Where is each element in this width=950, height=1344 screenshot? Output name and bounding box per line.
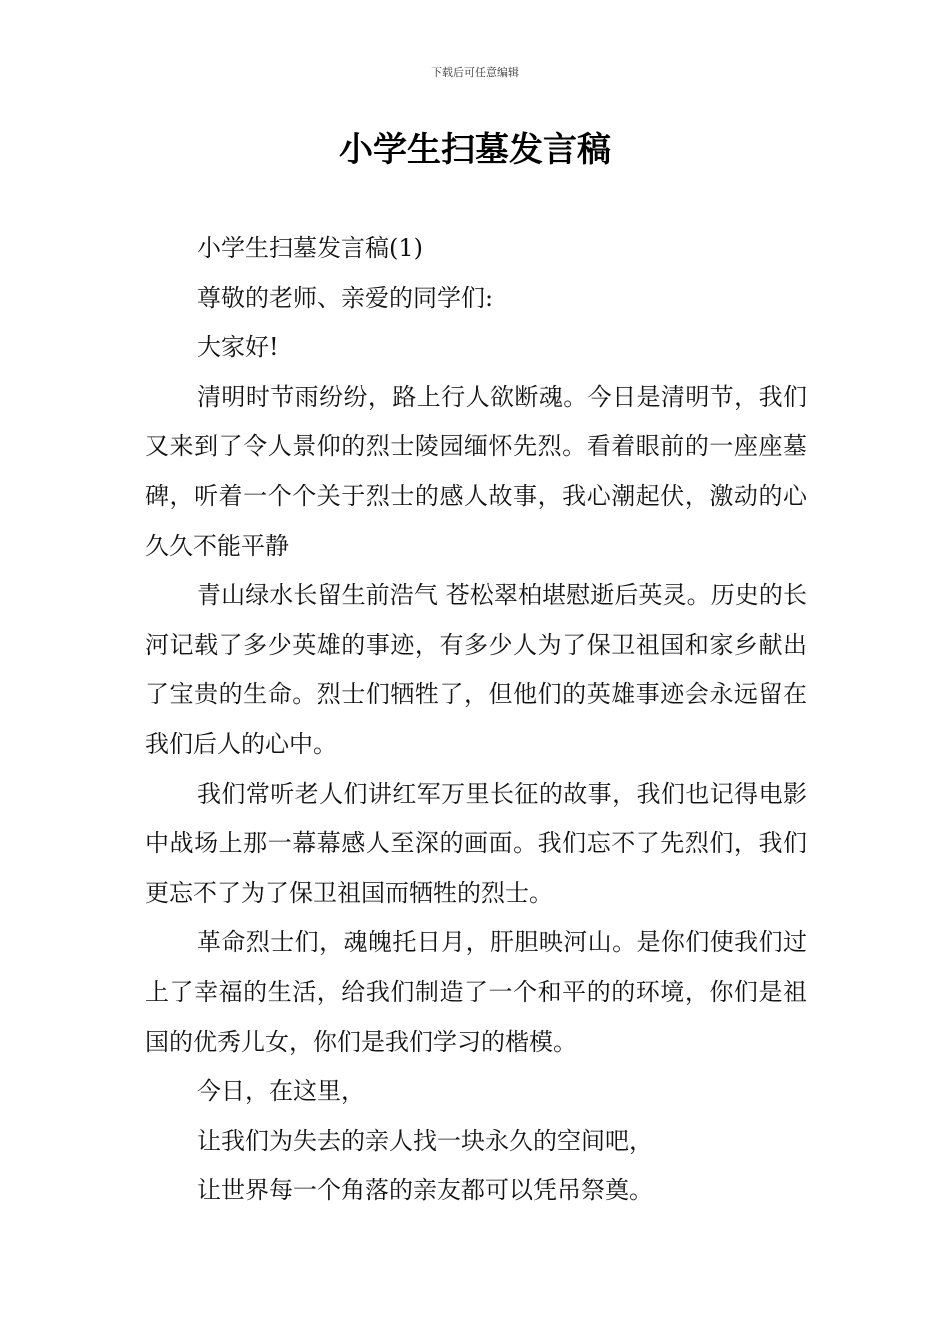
paragraph-body: 让我们为失去的亲人找一块永久的空间吧，	[197, 1126, 653, 1155]
document-title: 小学生扫墓发言稿	[339, 130, 611, 170]
paragraph-greeting: 大家好!	[197, 333, 279, 362]
paragraph-body: 革命烈士们，魂魄托日月，肝胆映河山。是你们使我们过上了幸福的生活，给我们制造了一个和平的的环境，你们是祖国的优秀儿女，你们是我们学习的楷模。	[145, 928, 807, 1056]
paragraph-salutation: 尊敬的老师、亲爱的同学们:	[197, 283, 494, 312]
paragraph-body: 清明时节雨纷纷，路上行人欲断魂。今日是清明节，我们又来到了令人景仰的烈士陵园缅怀先烈。看着眼前的一座座墓碑，听着一个个关于烈士的感人故事，我心潮起伏，激动的心久久不能平静	[145, 382, 807, 560]
paragraph-body: 今日，在这里，	[197, 1077, 365, 1106]
paragraph-body: 让世界每一个角落的亲友都可以凭吊祭奠。	[197, 1176, 653, 1205]
paragraph-subtitle: 小学生扫墓发言稿(1)	[197, 234, 423, 262]
document-body	[145, 224, 807, 1216]
paragraph-body: 我们常听老人们讲红军万里长征的故事，我们也记得电影中战场上那一幕幕感人至深的画面。我们忘不了先烈们，我们更忘不了为了保卫祖国而牺牲的烈士。	[145, 779, 807, 907]
header-note: 下载后可任意编辑	[431, 66, 519, 79]
paragraph-body: 青山绿水长留生前浩气 苍松翠柏堪慰逝后英灵。历史的长河记载了多少英雄的事迹，有多少人为了保卫祖国和家乡献出了宝贵的生命。烈士们牺牲了，但他们的英雄事迹会永远留在我们后人的心中。	[145, 581, 807, 758]
